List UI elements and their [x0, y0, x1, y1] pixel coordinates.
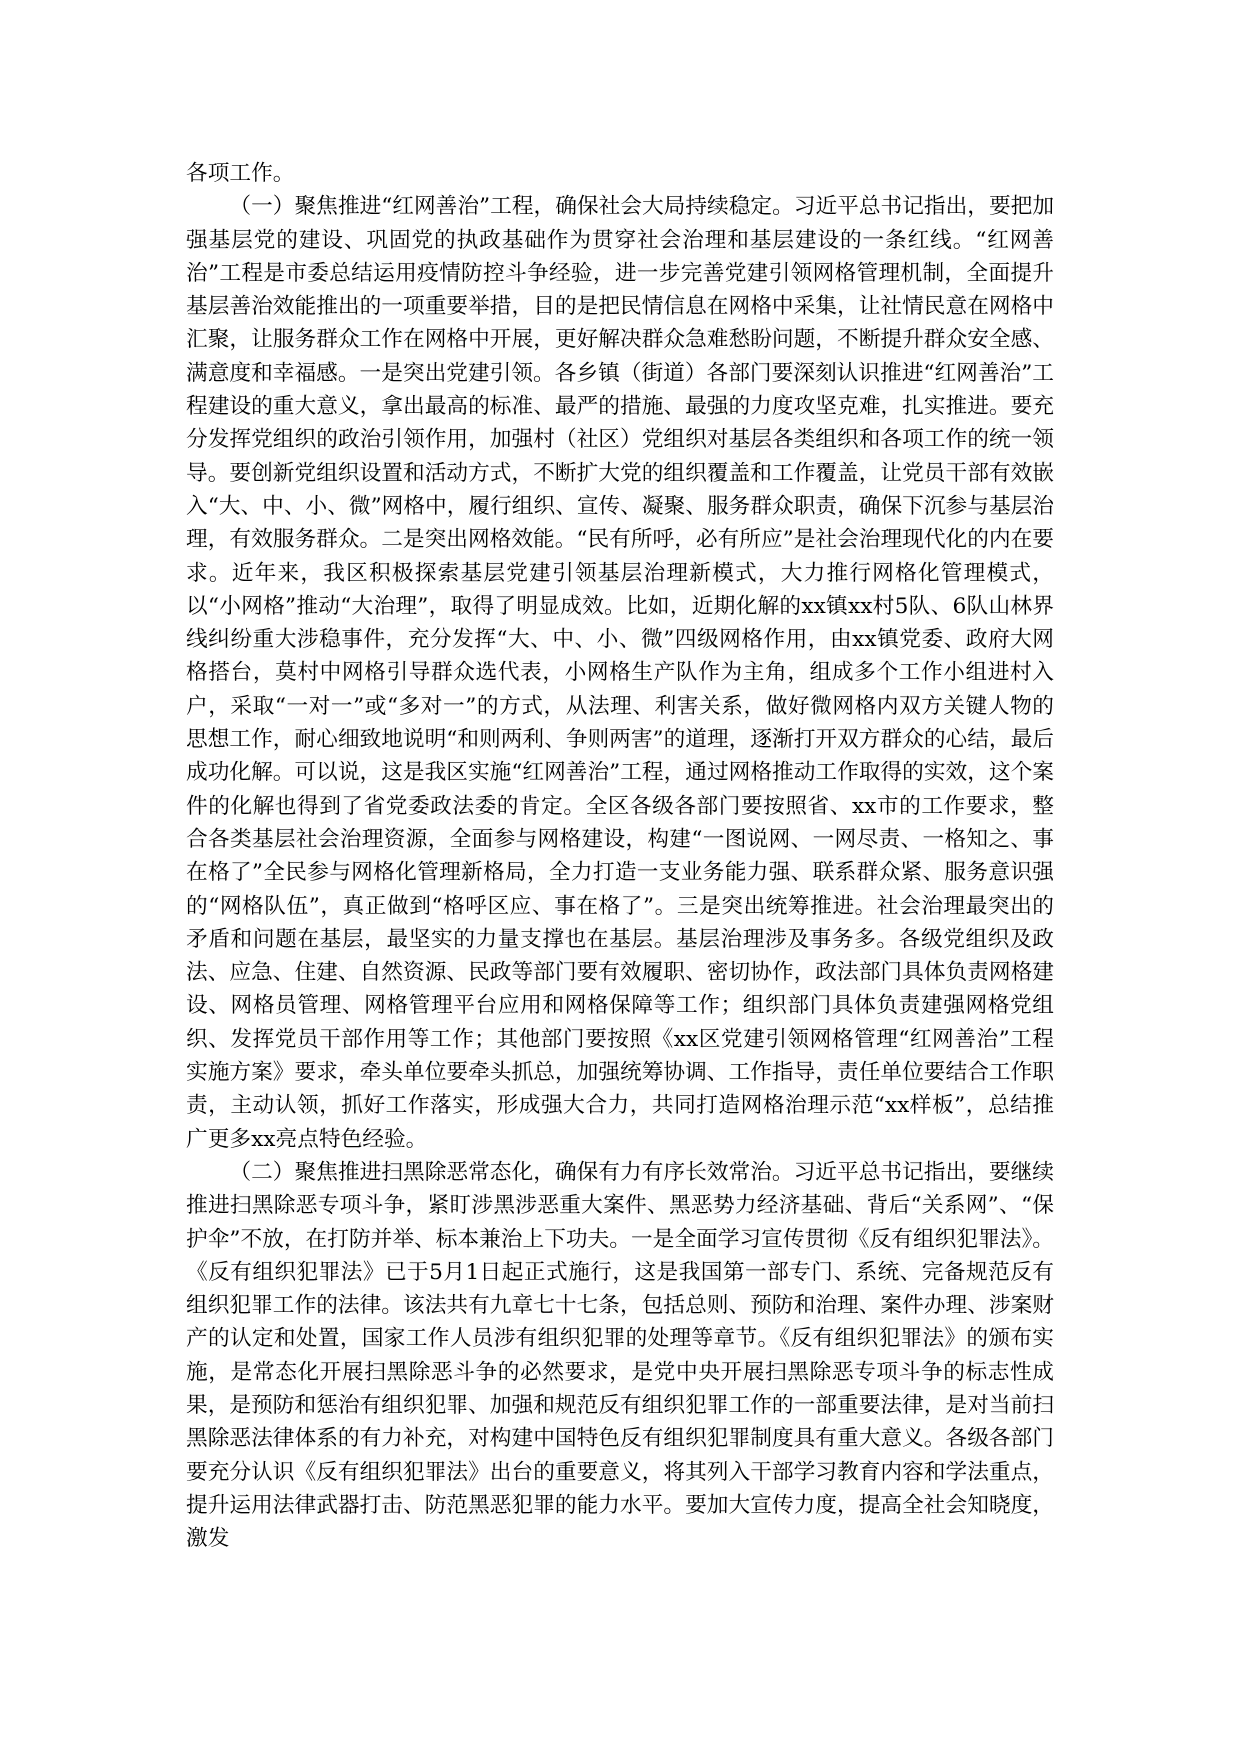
paragraph-3: （二）聚焦推进扫黑除恶常态化，确保有力有序长效常治。习近平总书记指出，要继续推进扫黑除恶专项斗争，紧盯涉黑涉恶重大案件、黑恶势力经济基础、背后“关系网”、“保护伞”不放，在打防并举、标本兼治上下功夫。一是全面学习宣传贯彻《反有组织犯罪法》。《反有组织犯罪法》已于5月1日起正式施行，这是我国第一部专门、系统、完备规范反有组织犯罪工作的法律。该法共有九章七十七条，包括总则、预防和治理、案件办理、涉案财产的认定和处置，国家工作人员涉有组织犯罪的处理等章节。《反有组织犯罪法》的颁布实施，是常态化开展扫黑除恶斗争的必然要求，是党中央开展扫黑除恶专项斗争的标志性成果，是预防和惩治有组织犯罪、加强和规范反有组织犯罪工作的一部重要法律，是对当前扫黑除恶法律体系的有力补充，对构建中国特色反有组织犯罪制度具有重大意义。各级各部门要充分认识《反有组织犯罪法》出台的重要意义，将其列入干部学习教育内容和学法重点，提升运用法律武器打击、防范黑恶犯罪的能力水平。要加大宣传力度，提高全社会知晓度，激发 [186, 1159, 1054, 1552]
paragraph-1: 各项工作。 [186, 161, 295, 186]
paragraph-2: （一）聚焦推进“红网善治”工程，确保社会大局持续稳定。习近平总书记指出，要把加强基层党的建设、巩固党的执政基础作为贯穿社会治理和基层建设的一条红线。“红网善治”工程是市委总结运用疫情防控斗争经验，进一步完善党建引领网格管理机制，全面提升基层善治效能推出的一项重要举措，目的是把民情信息在网格中采集，让社情民意在网格中汇聚，让服务群众工作在网格中开展，更好解决群众急难愁盼问题，不断提升群众安全感、满意度和幸福感。一是突出党建引领。各乡镇（街道）各部门要深刻认识推进“红网善治”工程建设的重大意义，拿出最高的标准、最严的措施、最强的力度攻坚克难，扎实推进。要充分发挥党组织的政治引领作用，加强村（社区）党组织对基层各类组织和各项工作的统一领导。要创新党组织设置和活动方式，不断扩大党的组织覆盖和工作覆盖，让党员干部有效嵌入“大、中、小、微”网格中，履行组织、宣传、凝聚、服务群众职责，确保下沉参与基层治理，有效服务群众。二是突出网格效能。“民有所呼，必有所应”是社会治理现代化的内在要求。近年来，我区积极探索基层党建引领基层治理新模式，大力推行网格化管理模式，以“小网格”推动“大治理”，取得了明显成效。比如，近期化解的xx镇xx村5队、6队山林界线纠纷重大涉稳事件，充分发挥“大、中、小、微”四级网格作用，由xx镇党委、政府大网格搭台，莫村中网格引导群众选代表，小网格生产队作为主角，组成多个工作小组进村入户，采取“一对一”或“多对一”的方式，从法理、利害关系，做好微网格内双方关键人物的思想工作，耐心细致地说明“和则两利、争则两害”的道理，逐渐打开双方群众的心结，最后成功化解。可以说，这是我区实施“红网善治”工程，通过网格推动工作取得的实效，这个案件的化解也得到了省党委政法委的肯定。全区各级各部门要按照省、xx市的工作要求，整合各类基层社会治理资源，全面参与网格建设，构建“一图说网、一网尽责、一格知之、事在格了”全民参与网格化管理新格局，全力打造一支业务能力强、联系群众紧、服务意识强的“网格队伍”，真正做到“格呼区应、事在格了”。三是突出统筹推进。社会治理最突出的矛盾和问题在基层，最坚实的力量支撑也在基层。基层治理涉及事务多。各级党组织及政法、应急、住建、自然资源、民政等部门要有效履职、密切协作，政法部门具体负责网格建设、网格员管理、网格管理平台应用和网格保障等工作；组织部门具体负责建强网格党组织、发挥党员干部作用等工作；其他部门要按照《xx区党建引领网格管理“红网善治”工程实施方案》要求，牵头单位要牵头抓总，加强统筹协调、工作指导，责任单位要结合工作职责，主动认领，抓好工作落实，形成强大合力，共同打造网格治理示范“xx样板”，总结推广更多xx亮点特色经验。 [186, 194, 1055, 1152]
document-body [186, 157, 1054, 1555]
